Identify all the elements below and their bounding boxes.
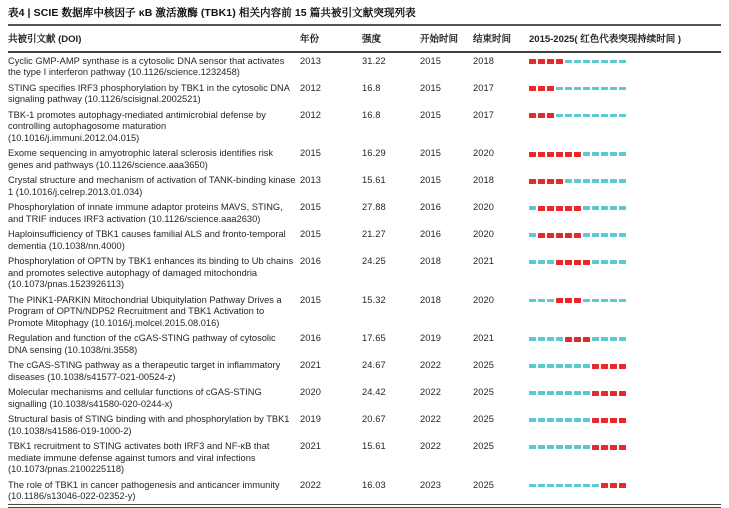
burst-year-segment — [574, 337, 581, 342]
base-year-segment — [610, 179, 617, 183]
table-row — [8, 292, 721, 331]
burst-year-segment — [565, 298, 572, 303]
burst-strength: 21.27 — [362, 229, 386, 239]
base-year-segment — [610, 260, 617, 264]
burst-strength: 17.65 — [362, 333, 386, 343]
base-year-segment — [592, 337, 599, 341]
burst-end-year: 2018 — [473, 55, 495, 66]
burst-year-segment — [556, 179, 563, 184]
burst-timeline-bar — [529, 151, 717, 157]
base-year-segment — [574, 445, 581, 449]
burst-begin-year: 2015 — [420, 148, 442, 158]
base-year-segment — [592, 233, 599, 237]
reference-title: TBK-1 promotes autophagy-mediated antimicrobial defense by controlling autophagosome maturation (10.1016/j.immuni.2012.04.015) — [8, 109, 266, 143]
column-header-year: 年份 — [300, 26, 362, 52]
burst-timeline-bar — [529, 259, 717, 265]
reference-title: Phosphorylation of OPTN by TBK1 enhances its binding to Ub chains and promotes selective autophagy of damaged mitochondria (10.1073/pnas.1523926113) — [8, 256, 294, 289]
reference-title: Cyclic GMP-AMP synthase is a cytosolic DNA sensor that activates the type I interferon pathway (10.1126/science.1232458) — [8, 55, 285, 77]
base-year-segment — [610, 87, 617, 91]
base-year-segment — [592, 60, 599, 64]
base-year-segment — [529, 484, 536, 488]
burst-year-segment — [619, 391, 626, 396]
base-year-segment — [538, 484, 545, 488]
burst-year-segment — [547, 113, 554, 118]
reference-title: Haploinsufficiency of TBK1 causes familial ALS and fronto-temporal dementia (10.1038/nn.4000) — [8, 229, 286, 251]
base-year-segment — [619, 299, 626, 303]
burst-year-segment — [601, 445, 608, 450]
burst-year-segment — [601, 391, 608, 396]
base-year-segment — [565, 445, 572, 449]
publication-year: 2015 — [300, 229, 322, 239]
base-year-segment — [529, 299, 536, 303]
burst-begin-year: 2022 — [420, 360, 442, 370]
publication-year: 2013 — [300, 55, 322, 66]
burst-begin-year: 2022 — [420, 414, 442, 424]
publication-year: 2019 — [300, 414, 322, 424]
base-year-segment — [619, 233, 626, 237]
column-header-timeline: 2015-2025( 红色代表突现持续时间 ) — [529, 26, 721, 52]
burst-begin-year: 2018 — [420, 256, 442, 266]
base-year-segment — [592, 484, 599, 488]
table-row — [8, 173, 721, 200]
burst-timeline-bar — [529, 298, 717, 304]
base-year-segment — [547, 299, 554, 303]
base-year-segment — [556, 484, 563, 488]
burst-strength: 24.25 — [362, 256, 386, 266]
base-year-segment — [538, 337, 545, 341]
base-year-segment — [592, 114, 599, 118]
table-title: 表4 | SCIE 数据库中核因子 κB 激活激酶 (TBK1) 相关内容前 15 篇共被引文献突现列表 — [8, 3, 721, 26]
base-year-segment — [574, 114, 581, 118]
base-year-segment — [610, 299, 617, 303]
base-year-segment — [610, 152, 617, 156]
burst-begin-year: 2022 — [420, 441, 442, 451]
base-year-segment — [619, 179, 626, 183]
base-year-segment — [583, 60, 590, 64]
reference-title: The cGAS-STING pathway as a therapeutic target in inflammatory diseases (10.1038/s41577-021-00524-z) — [8, 360, 281, 382]
burst-year-segment — [574, 298, 581, 303]
burst-year-segment — [592, 418, 599, 423]
base-year-segment — [574, 418, 581, 422]
base-year-segment — [547, 260, 554, 264]
base-year-segment — [529, 364, 536, 368]
table-row — [8, 146, 721, 173]
base-year-segment — [601, 337, 608, 341]
base-year-segment — [601, 179, 608, 183]
burst-begin-year: 2022 — [420, 387, 442, 397]
burst-year-segment — [601, 418, 608, 423]
burst-citations-table — [8, 26, 721, 508]
burst-end-year: 2018 — [473, 175, 495, 185]
table-row — [8, 439, 721, 478]
base-year-segment — [601, 114, 608, 118]
burst-end-year: 2017 — [473, 109, 495, 120]
base-year-segment — [538, 299, 545, 303]
base-year-segment — [592, 179, 599, 183]
burst-year-segment — [565, 152, 572, 157]
base-year-segment — [583, 206, 590, 210]
base-year-segment — [583, 114, 590, 118]
timeline-cell — [529, 52, 721, 80]
base-year-segment — [583, 152, 590, 156]
base-year-segment — [547, 418, 554, 422]
burst-end-year: 2020 — [473, 294, 495, 305]
timeline-cell — [529, 439, 721, 478]
base-year-segment — [547, 337, 554, 341]
base-year-segment — [565, 364, 572, 368]
base-year-segment — [583, 179, 590, 183]
burst-strength: 16.8 — [362, 109, 381, 120]
base-year-segment — [574, 179, 581, 183]
table-row — [8, 331, 721, 358]
publication-year: 2012 — [300, 82, 322, 93]
base-year-segment — [592, 87, 599, 91]
base-year-segment — [538, 364, 545, 368]
base-year-segment — [556, 114, 563, 118]
base-year-segment — [601, 206, 608, 210]
base-year-segment — [547, 445, 554, 449]
base-year-segment — [619, 260, 626, 264]
burst-timeline-bar — [529, 390, 717, 396]
base-year-segment — [619, 152, 626, 156]
burst-end-year: 2025 — [473, 479, 495, 490]
base-year-segment — [583, 299, 590, 303]
base-year-segment — [583, 391, 590, 395]
publication-year: 2015 — [300, 148, 322, 158]
burst-timeline-bar — [529, 86, 717, 92]
burst-strength: 16.03 — [362, 479, 386, 490]
base-year-segment — [538, 391, 545, 395]
burst-timeline-bar — [529, 336, 717, 342]
burst-end-year: 2020 — [473, 202, 495, 212]
burst-year-segment — [547, 59, 554, 64]
base-year-segment — [538, 260, 545, 264]
base-year-segment — [556, 337, 563, 341]
burst-timeline-bar — [529, 444, 717, 450]
timeline-cell — [529, 227, 721, 254]
burst-year-segment — [547, 233, 554, 238]
burst-year-segment — [538, 206, 545, 211]
base-year-segment — [556, 391, 563, 395]
burst-year-segment — [547, 152, 554, 157]
burst-timeline-bar — [529, 113, 717, 119]
burst-begin-year: 2016 — [420, 202, 442, 212]
publication-year: 2015 — [300, 202, 322, 212]
base-year-segment — [574, 60, 581, 64]
publication-year: 2021 — [300, 441, 322, 451]
base-year-segment — [529, 206, 536, 210]
burst-year-segment — [529, 179, 536, 184]
table-body — [8, 52, 721, 506]
burst-end-year: 2020 — [473, 148, 495, 158]
base-year-segment — [529, 391, 536, 395]
base-year-segment — [610, 206, 617, 210]
base-year-segment — [565, 484, 572, 488]
burst-year-segment — [556, 152, 563, 157]
base-year-segment — [565, 179, 572, 183]
burst-begin-year: 2016 — [420, 229, 442, 239]
burst-strength: 27.88 — [362, 202, 386, 212]
burst-timeline-bar — [529, 59, 717, 65]
base-year-segment — [610, 233, 617, 237]
column-header-reference: 共被引文献 (DOI) — [8, 26, 300, 52]
burst-year-segment — [610, 445, 617, 450]
burst-year-segment — [547, 206, 554, 211]
burst-year-segment — [574, 152, 581, 157]
base-year-segment — [565, 391, 572, 395]
burst-end-year: 2025 — [473, 441, 495, 451]
burst-year-segment — [565, 206, 572, 211]
burst-year-segment — [529, 152, 536, 157]
burst-year-segment — [619, 483, 626, 488]
reference-title: The PINK1-PARKIN Mitochondrial Ubiquitylation Pathway Drives a Program of OPTN/NDP52 Recruitment and TBK1 Activation to Promote Mitophagy (10.1016/j.molcel.2015.08.016) — [8, 294, 282, 328]
base-year-segment — [583, 445, 590, 449]
base-year-segment — [601, 233, 608, 237]
publication-year: 2015 — [300, 294, 322, 305]
base-year-segment — [610, 337, 617, 341]
timeline-cell — [529, 107, 721, 146]
burst-year-segment — [538, 113, 545, 118]
table-row — [8, 412, 721, 439]
table-row — [8, 80, 721, 107]
base-year-segment — [565, 418, 572, 422]
burst-strength: 24.42 — [362, 387, 386, 397]
base-year-segment — [547, 391, 554, 395]
burst-year-segment — [601, 364, 608, 369]
burst-year-segment — [601, 483, 608, 488]
burst-year-segment — [556, 260, 563, 265]
base-year-segment — [592, 299, 599, 303]
base-year-segment — [529, 233, 536, 237]
base-year-segment — [556, 445, 563, 449]
burst-year-segment — [538, 86, 545, 91]
base-year-segment — [574, 484, 581, 488]
burst-year-segment — [556, 233, 563, 238]
publication-year: 2022 — [300, 479, 322, 490]
reference-title: Phosphorylation of innate immune adaptor proteins MAVS, STING, and TRIF induces IRF3 activation (10.1126/science.aaa2630) — [8, 202, 283, 224]
reference-title: The role of TBK1 in cancer pathogenesis and anticancer immunity (10.1186/s13046-022-02352-y) — [8, 479, 280, 501]
burst-year-segment — [547, 179, 554, 184]
timeline-cell — [529, 146, 721, 173]
burst-timeline-bar — [529, 363, 717, 369]
burst-year-segment — [556, 59, 563, 64]
burst-year-segment — [556, 298, 563, 303]
column-header-begin: 开始时间 — [420, 26, 473, 52]
publication-year: 2016 — [300, 256, 322, 266]
base-year-segment — [574, 364, 581, 368]
reference-title: TBK1 recruitment to STING activates both IRF3 and NF-κB that mediate immune defense against tumors and viral infections (10.1073/pnas.2100225118) — [8, 441, 270, 474]
burst-strength: 31.22 — [362, 55, 386, 66]
burst-strength: 15.61 — [362, 441, 386, 451]
timeline-cell — [529, 385, 721, 412]
table-row — [8, 107, 721, 146]
burst-year-segment — [619, 418, 626, 423]
base-year-segment — [583, 233, 590, 237]
base-year-segment — [619, 337, 626, 341]
burst-year-segment — [565, 260, 572, 265]
publication-year: 2016 — [300, 333, 322, 343]
burst-year-segment — [592, 445, 599, 450]
burst-year-segment — [619, 364, 626, 369]
burst-year-segment — [610, 364, 617, 369]
table-row — [8, 200, 721, 227]
burst-end-year: 2021 — [473, 333, 495, 343]
burst-year-segment — [583, 260, 590, 265]
burst-end-year: 2021 — [473, 256, 495, 266]
publication-year: 2013 — [300, 175, 322, 185]
burst-strength: 16.8 — [362, 82, 381, 93]
burst-year-segment — [592, 391, 599, 396]
column-header-end: 结束时间 — [473, 26, 529, 52]
table-header — [8, 26, 721, 52]
burst-year-segment — [529, 113, 536, 118]
burst-year-segment — [565, 233, 572, 238]
base-year-segment — [565, 87, 572, 91]
reference-title: STING specifies IRF3 phosphorylation by TBK1 in the cytosolic DNA signaling pathway (10.1126/scisignal.2002521) — [8, 82, 290, 104]
base-year-segment — [565, 114, 572, 118]
burst-year-segment — [574, 260, 581, 265]
base-year-segment — [547, 484, 554, 488]
base-year-segment — [529, 260, 536, 264]
publication-year: 2021 — [300, 360, 322, 370]
burst-end-year: 2025 — [473, 414, 495, 424]
base-year-segment — [529, 337, 536, 341]
base-year-segment — [583, 364, 590, 368]
base-year-segment — [601, 299, 608, 303]
burst-end-year: 2025 — [473, 360, 495, 370]
column-header-strength: 强度 — [362, 26, 420, 52]
base-year-segment — [529, 418, 536, 422]
base-year-segment — [583, 87, 590, 91]
base-year-segment — [574, 391, 581, 395]
base-year-segment — [592, 260, 599, 264]
burst-begin-year: 2015 — [420, 82, 442, 93]
base-year-segment — [583, 484, 590, 488]
timeline-cell — [529, 477, 721, 506]
burst-year-segment — [610, 483, 617, 488]
timeline-cell — [529, 331, 721, 358]
burst-year-segment — [529, 86, 536, 91]
burst-year-segment — [547, 86, 554, 91]
reference-title: Crystal structure and mechanism of activation of TANK-binding kinase 1 (10.1016/j.celrep.2013.01.034) — [8, 175, 296, 197]
base-year-segment — [610, 60, 617, 64]
reference-title: Molecular mechanisms and cellular functions of cGAS-STING signalling (10.1038/s41580-020-0244-x) — [8, 387, 262, 409]
burst-year-segment — [565, 337, 572, 342]
burst-end-year: 2025 — [473, 387, 495, 397]
burst-end-year: 2017 — [473, 82, 495, 93]
burst-begin-year: 2019 — [420, 333, 442, 343]
burst-year-segment — [574, 206, 581, 211]
base-year-segment — [601, 152, 608, 156]
table-row — [8, 477, 721, 506]
burst-begin-year: 2015 — [420, 175, 442, 185]
burst-timeline-bar — [529, 232, 717, 238]
table-row — [8, 385, 721, 412]
burst-strength: 15.61 — [362, 175, 386, 185]
base-year-segment — [619, 60, 626, 64]
base-year-segment — [601, 260, 608, 264]
burst-timeline-bar — [529, 178, 717, 184]
base-year-segment — [619, 206, 626, 210]
base-year-segment — [601, 60, 608, 64]
base-year-segment — [547, 364, 554, 368]
burst-year-segment — [610, 418, 617, 423]
burst-year-segment — [592, 364, 599, 369]
burst-year-segment — [538, 152, 545, 157]
burst-year-segment — [574, 233, 581, 238]
base-year-segment — [565, 60, 572, 64]
reference-title: Exome sequencing in amyotrophic lateral sclerosis identifies risk genes and pathways (10.1126/science.aaa3650) — [8, 148, 274, 170]
base-year-segment — [583, 418, 590, 422]
timeline-cell — [529, 412, 721, 439]
burst-strength: 15.32 — [362, 294, 386, 305]
base-year-segment — [556, 364, 563, 368]
burst-end-year: 2020 — [473, 229, 495, 239]
reference-title: Structural basis of STING binding with and phosphorylation by TBK1 (10.1038/s41586-019-1000-2) — [8, 414, 290, 436]
base-year-segment — [619, 114, 626, 118]
base-year-segment — [556, 87, 563, 91]
base-year-segment — [538, 418, 545, 422]
burst-year-segment — [610, 391, 617, 396]
base-year-segment — [556, 418, 563, 422]
burst-year-segment — [538, 59, 545, 64]
burst-year-segment — [583, 337, 590, 342]
base-year-segment — [529, 445, 536, 449]
burst-strength: 24.67 — [362, 360, 386, 370]
base-year-segment — [601, 87, 608, 91]
burst-year-segment — [556, 206, 563, 211]
base-year-segment — [610, 114, 617, 118]
base-year-segment — [574, 87, 581, 91]
burst-timeline-bar — [529, 483, 717, 489]
burst-strength: 16.29 — [362, 148, 386, 158]
base-year-segment — [538, 445, 545, 449]
burst-begin-year: 2015 — [420, 109, 442, 120]
burst-year-segment — [619, 445, 626, 450]
burst-begin-year: 2018 — [420, 294, 442, 305]
timeline-cell — [529, 254, 721, 293]
burst-year-segment — [538, 233, 545, 238]
burst-timeline-bar — [529, 417, 717, 423]
publication-year: 2020 — [300, 387, 322, 397]
table-row — [8, 254, 721, 293]
burst-year-segment — [529, 59, 536, 64]
timeline-cell — [529, 292, 721, 331]
base-year-segment — [619, 87, 626, 91]
base-year-segment — [592, 206, 599, 210]
burst-strength: 20.67 — [362, 414, 386, 424]
burst-begin-year: 2015 — [420, 55, 442, 66]
burst-year-segment — [538, 179, 545, 184]
base-year-segment — [592, 152, 599, 156]
timeline-cell — [529, 358, 721, 385]
table-row — [8, 52, 721, 80]
timeline-cell — [529, 173, 721, 200]
table-row — [8, 227, 721, 254]
table-row — [8, 358, 721, 385]
reference-title: Regulation and function of the cGAS-STING pathway of cytosolic DNA sensing (10.1038/ni.3558) — [8, 333, 276, 355]
publication-year: 2012 — [300, 109, 322, 120]
burst-timeline-bar — [529, 205, 717, 211]
timeline-cell — [529, 80, 721, 107]
timeline-cell — [529, 200, 721, 227]
burst-begin-year: 2023 — [420, 479, 442, 490]
